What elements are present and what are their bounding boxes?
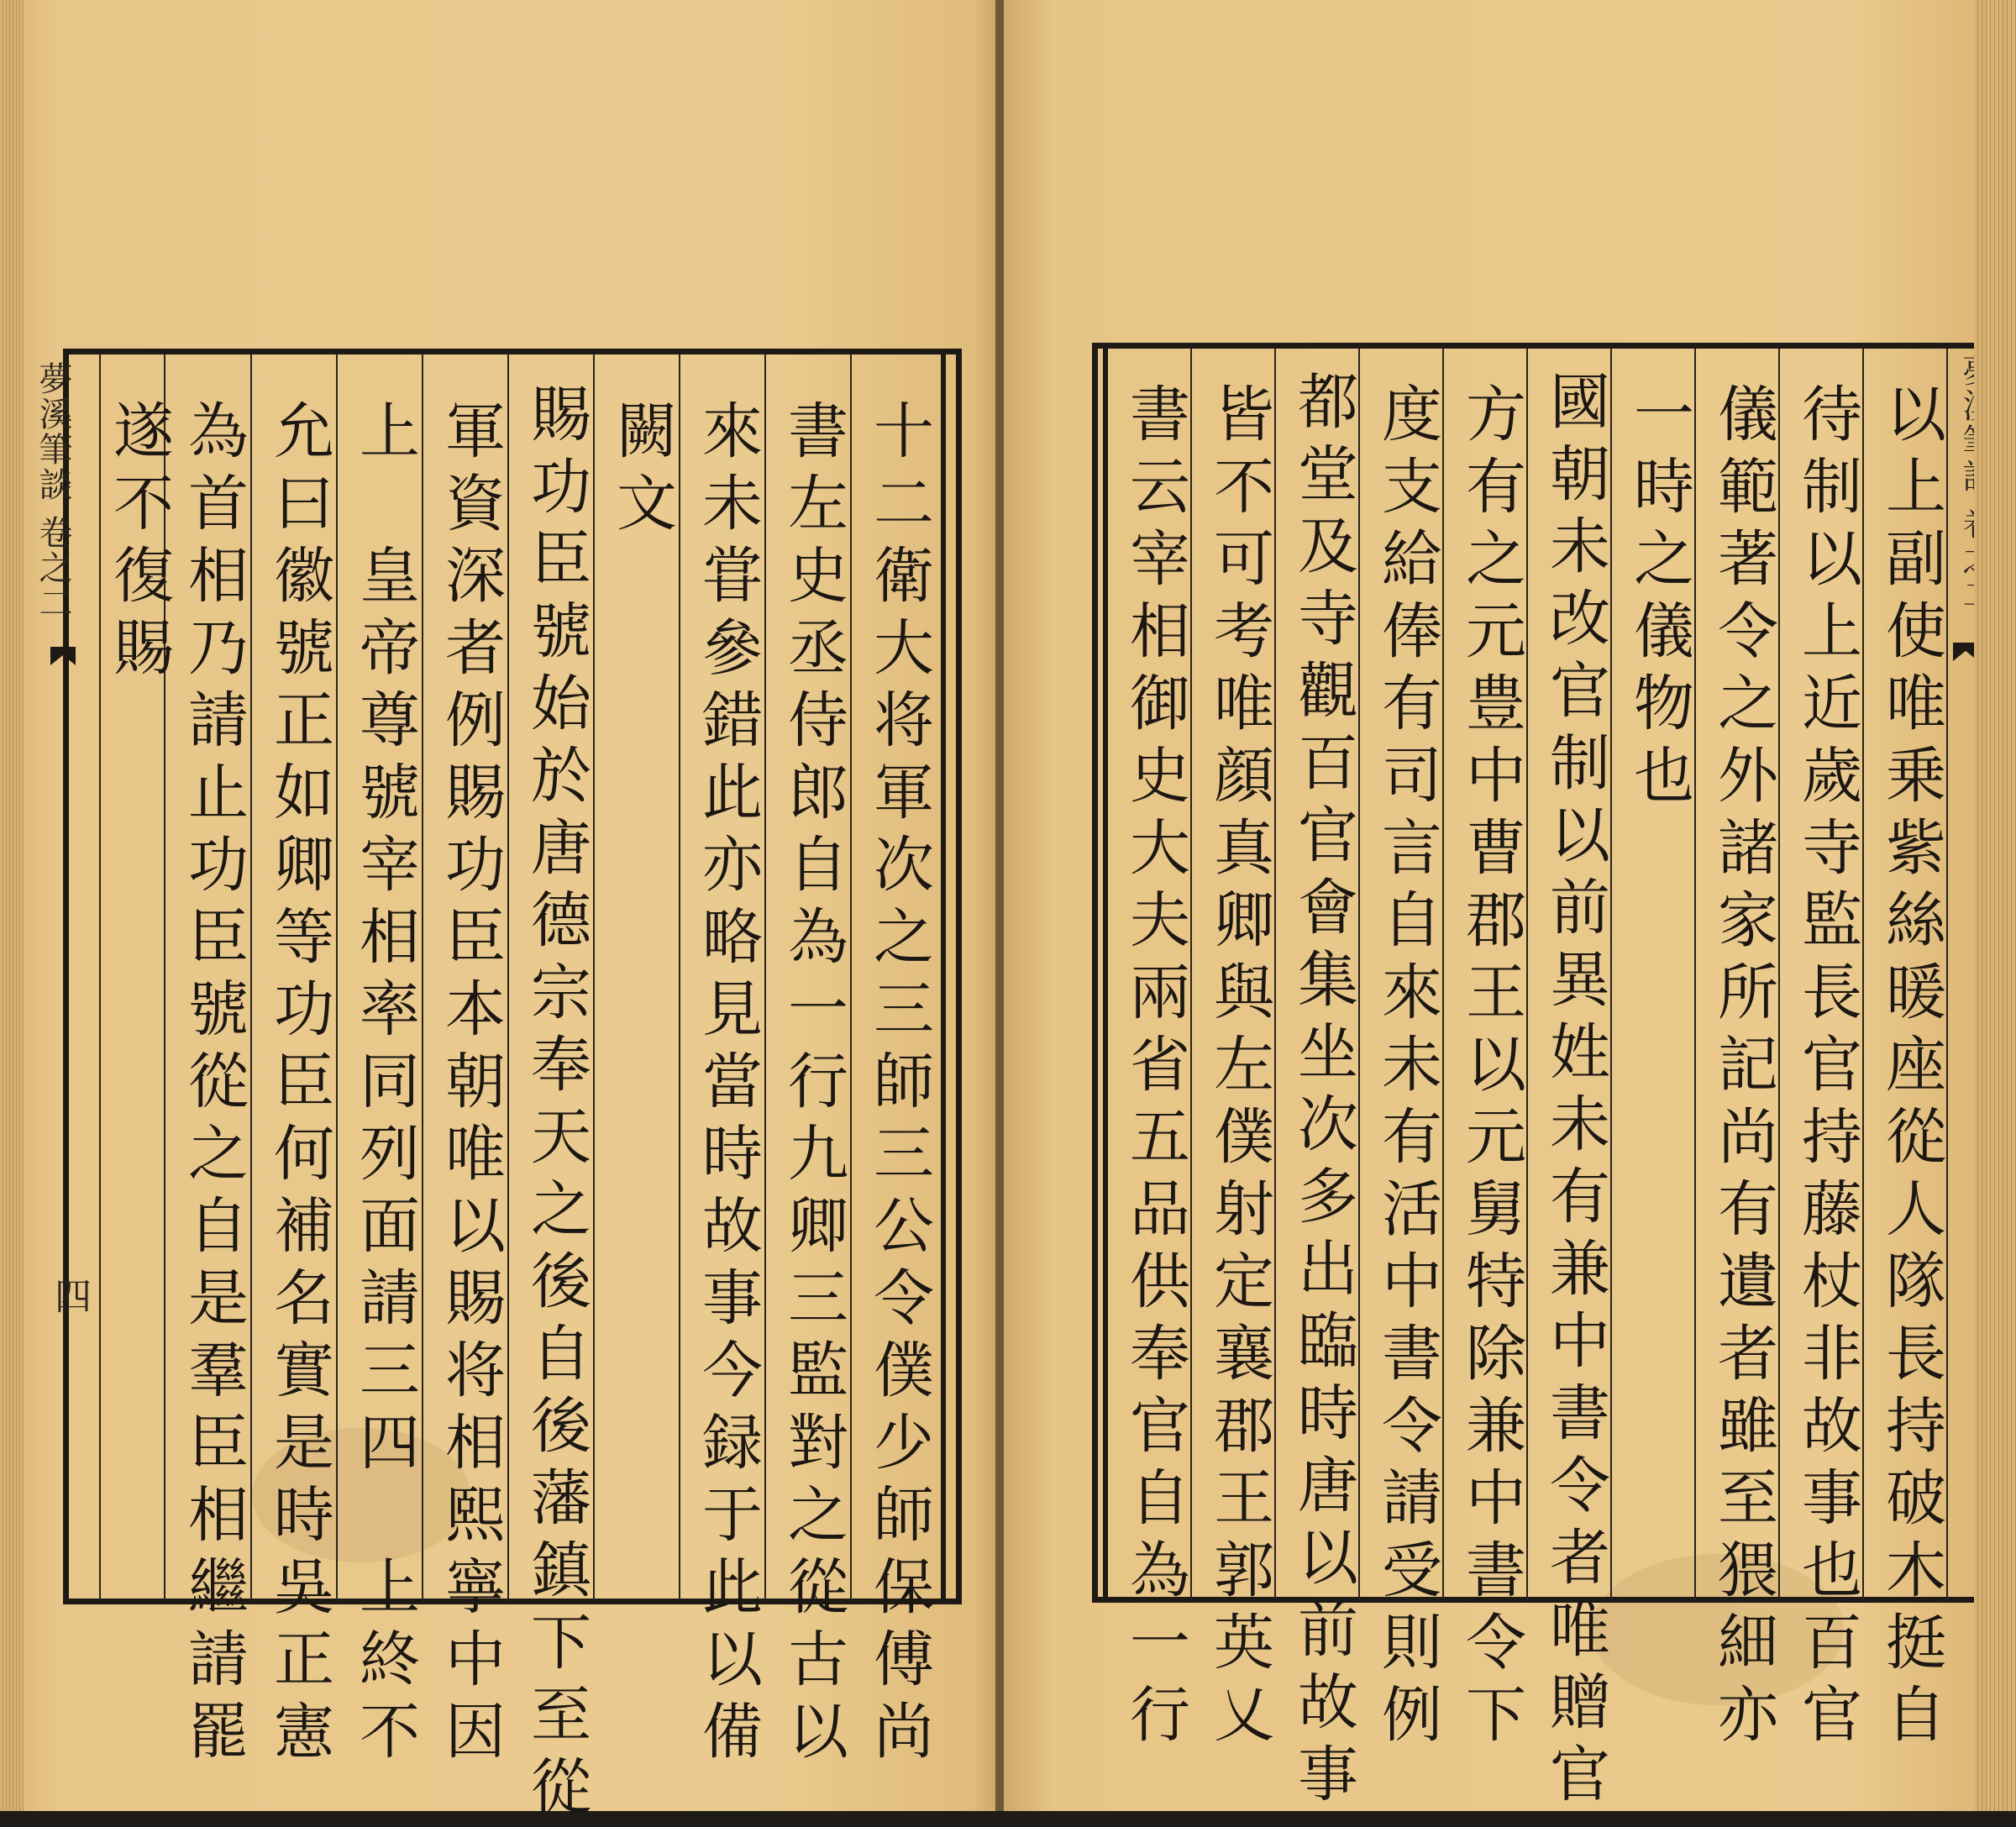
right-frame-double-line <box>1103 346 1108 1598</box>
text-column: 以上副使唯乗紫絲暖座從人隊長持破木挺自 <box>1876 382 1946 1755</box>
text-column: 一時之儀物也 <box>1624 382 1694 816</box>
column-rule <box>1610 349 1612 1600</box>
text-column: 待制以上近歲寺監長官持藤杖非故事也百官 <box>1792 382 1862 1755</box>
column-rule <box>850 354 852 1602</box>
text-column: 國朝未改官制以前異姓未有兼中書令者唯贈官 <box>1540 370 1610 1814</box>
text-column: 書左史丞侍郎自為一行九卿三監對之從古以 <box>778 399 848 1772</box>
text-column: 度支給俸有司言自來未有活中書令請受則例 <box>1372 382 1442 1755</box>
text-column: 軍資深者例賜功臣本朝唯以賜将相熙寧中因 <box>435 399 506 1772</box>
text-column: 遂不復賜 <box>103 399 174 688</box>
column-rule <box>250 354 252 1602</box>
column-rule <box>679 354 680 1602</box>
text-column: 儀範著令之外諸家所記尚有遺者雖至猥細亦 <box>1708 382 1778 1755</box>
text-column: 方有之元豊中曹郡王以元舅特除兼中書令下 <box>1456 382 1526 1755</box>
text-column: 書云宰相御史大夫兩省五品供奉官自為一行 <box>1120 382 1190 1755</box>
text-column: 來未甞參錯此亦略見當時故事今録于此以備 <box>692 399 763 1772</box>
column-rule <box>422 354 423 1602</box>
text-column: 十二衛大将軍次之三師三公令僕少師保傅尚 <box>864 399 934 1772</box>
text-column: 為首相乃請止功臣號從之自是羣臣相繼請罷 <box>178 399 249 1772</box>
left-banxin: 夢溪筆談 卷之二 <box>34 361 72 621</box>
right-fore-edge <box>1974 0 2016 1811</box>
text-column: 允曰徽號正如卿等功臣何補名實是時吳正憲 <box>264 399 334 1772</box>
column-rule <box>1946 349 1948 1600</box>
column-rule <box>1778 349 1780 1600</box>
text-column: 賜功臣號始於唐德宗奉天之後自後藩鎮下至從 <box>521 382 591 1827</box>
column-rule <box>336 354 338 1602</box>
column-rule <box>1274 349 1276 1600</box>
column-rule <box>99 354 101 1602</box>
text-column: 皆不可考唯顔真卿與左僕射定襄郡王郭英乂 <box>1204 382 1274 1755</box>
text-column: 闕文 <box>606 399 677 543</box>
left-frame-double-line <box>941 353 946 1600</box>
column-rule <box>1442 349 1444 1600</box>
right-page <box>1004 0 1991 1814</box>
text-column: 都堂及寺觀百官會集坐次多出臨時唐以前故事 <box>1288 370 1358 1814</box>
column-rule <box>1526 349 1528 1600</box>
column-rule <box>1694 349 1696 1600</box>
left-page-number: 四 <box>48 1277 91 1314</box>
column-rule <box>764 354 766 1602</box>
column-rule <box>1190 349 1192 1600</box>
column-rule <box>593 354 595 1602</box>
column-rule <box>1862 349 1864 1600</box>
left-fore-edge <box>0 0 24 1811</box>
column-rule <box>1358 349 1360 1600</box>
left-page <box>0 0 1000 1827</box>
text-column: 上 皇帝尊號宰相率同列面請三四 上終不 <box>349 399 420 1772</box>
column-rule <box>507 354 509 1602</box>
